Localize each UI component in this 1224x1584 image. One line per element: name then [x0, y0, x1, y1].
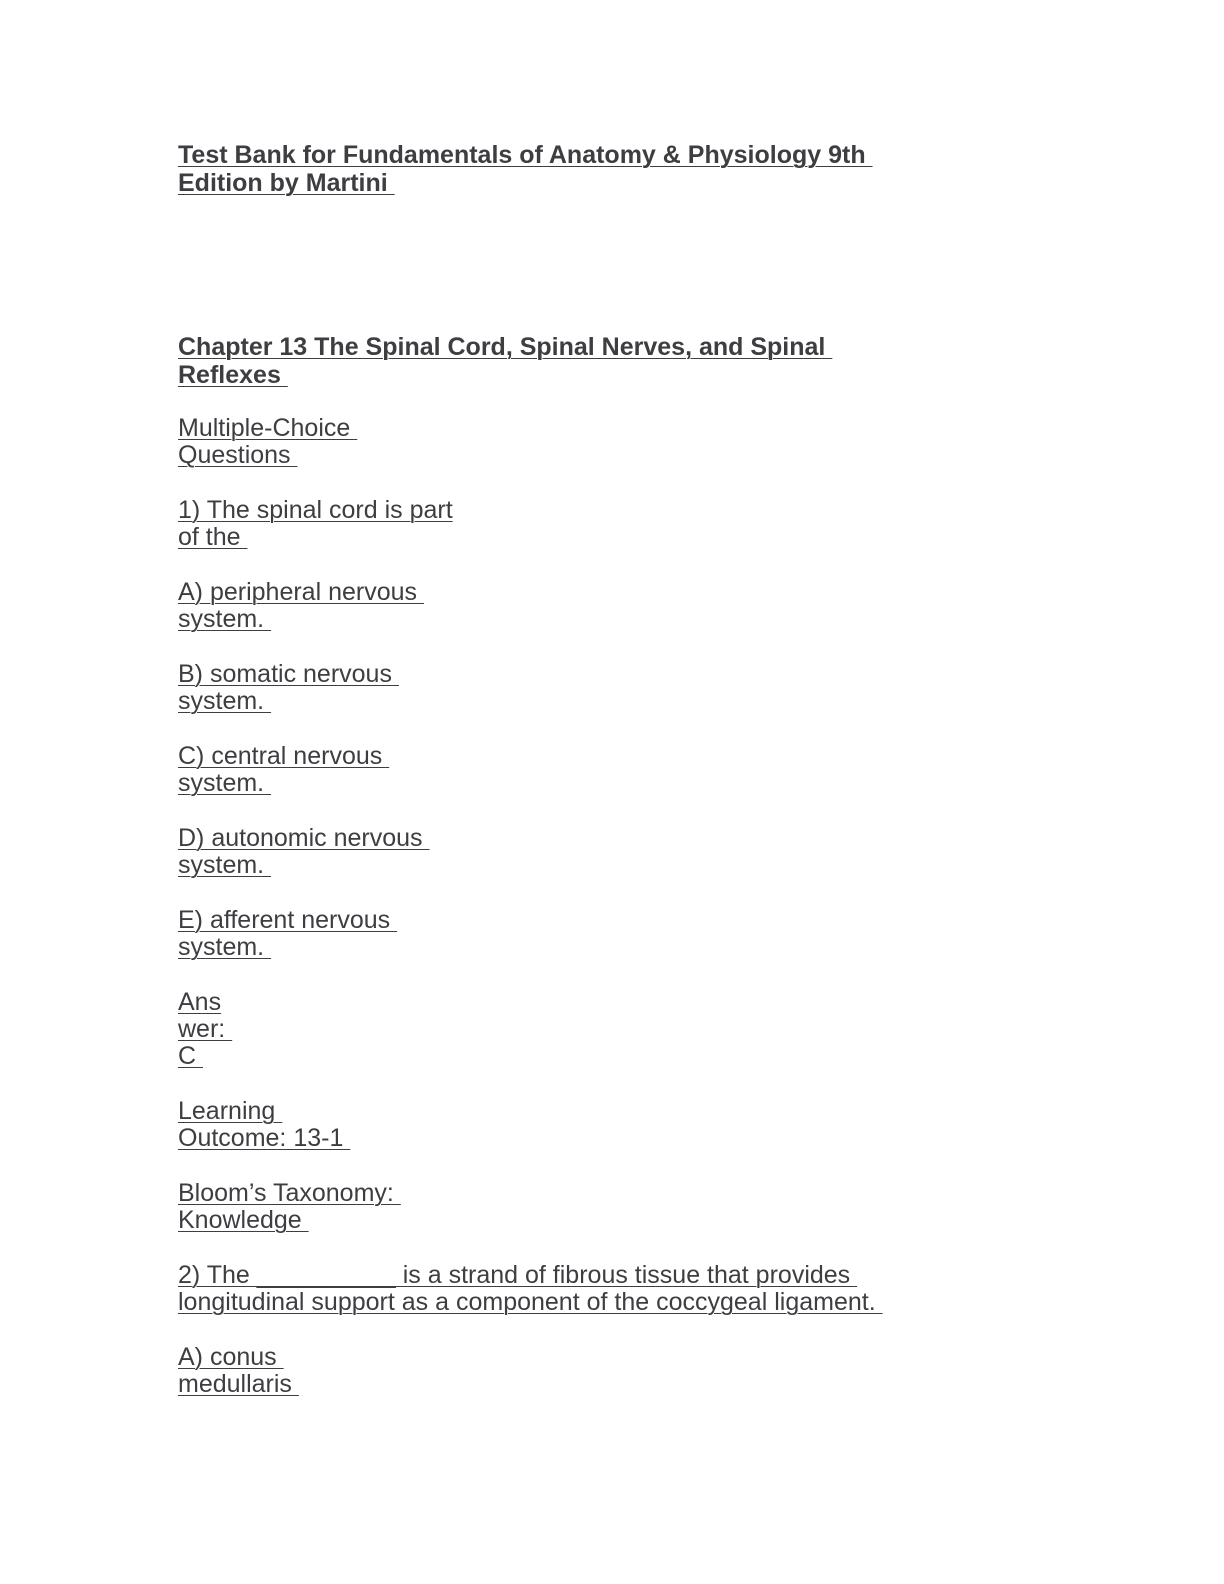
q1-option-b	[178, 661, 399, 715]
q1-option-c-line-1: C) central nervous	[178, 742, 390, 770]
q1-option-b-line-2: system.	[178, 687, 272, 715]
q1-stem-line-1: 1) The spinal cord is part	[178, 496, 453, 524]
q2-option-a	[178, 1344, 299, 1398]
document-page	[178, 0, 1078, 1584]
q2-option-a-line-2: medullaris	[178, 1370, 299, 1398]
q1-option-e	[178, 907, 397, 961]
q2-option-a-line-1: A) conus	[178, 1343, 284, 1371]
chapter-heading	[178, 333, 832, 389]
q1-option-b-line-1: B) somatic nervous	[178, 660, 399, 688]
q1-bloom-line-1: Bloom’s Taxonomy:	[178, 1179, 401, 1207]
chapter-line-2: Reflexes	[178, 361, 288, 389]
q1-answer-line-2: wer:	[178, 1015, 233, 1043]
q2-stem-line-1: 2) The __________ is a strand of fibrous tissue that provides	[178, 1261, 858, 1289]
section-heading	[178, 415, 357, 469]
q1-outcome-line-2: Outcome: 13-1	[178, 1124, 351, 1152]
q1-option-c	[178, 743, 389, 797]
q1-option-a-line-2: system.	[178, 605, 272, 633]
q1-answer-line-3: C	[178, 1042, 203, 1070]
document-title	[178, 141, 873, 197]
question-2-stem	[178, 1262, 883, 1316]
q1-answer	[178, 989, 232, 1070]
q1-option-e-line-2: system.	[178, 933, 272, 961]
q1-option-c-line-2: system.	[178, 769, 272, 797]
q1-option-a-line-1: A) peripheral nervous	[178, 578, 424, 606]
q1-option-d-line-1: D) autonomic nervous	[178, 824, 430, 852]
q1-learning-outcome	[178, 1098, 350, 1152]
section-line-2: Questions	[178, 441, 298, 469]
q1-option-a	[178, 579, 424, 633]
title-line-2: Edition by Martini	[178, 169, 395, 197]
q2-stem-line-2: longitudinal support as a component of the coccygeal ligament.	[178, 1288, 883, 1316]
q1-option-d	[178, 825, 430, 879]
question-1-stem	[178, 497, 453, 551]
q1-blooms-taxonomy	[178, 1180, 401, 1234]
q1-bloom-line-2: Knowledge	[178, 1206, 309, 1234]
section-line-1: Multiple-Choice	[178, 414, 358, 442]
q1-stem-line-2: of the	[178, 523, 248, 551]
chapter-line-1: Chapter 13 The Spinal Cord, Spinal Nerves, and Spinal	[178, 333, 833, 361]
q1-outcome-line-1: Learning	[178, 1097, 283, 1125]
q1-option-e-line-1: E) afferent nervous	[178, 906, 398, 934]
title-line-1: Test Bank for Fundamentals of Anatomy & Physiology 9th	[178, 141, 873, 169]
q1-option-d-line-2: system.	[178, 851, 272, 879]
q1-answer-line-1: Ans	[178, 988, 222, 1016]
